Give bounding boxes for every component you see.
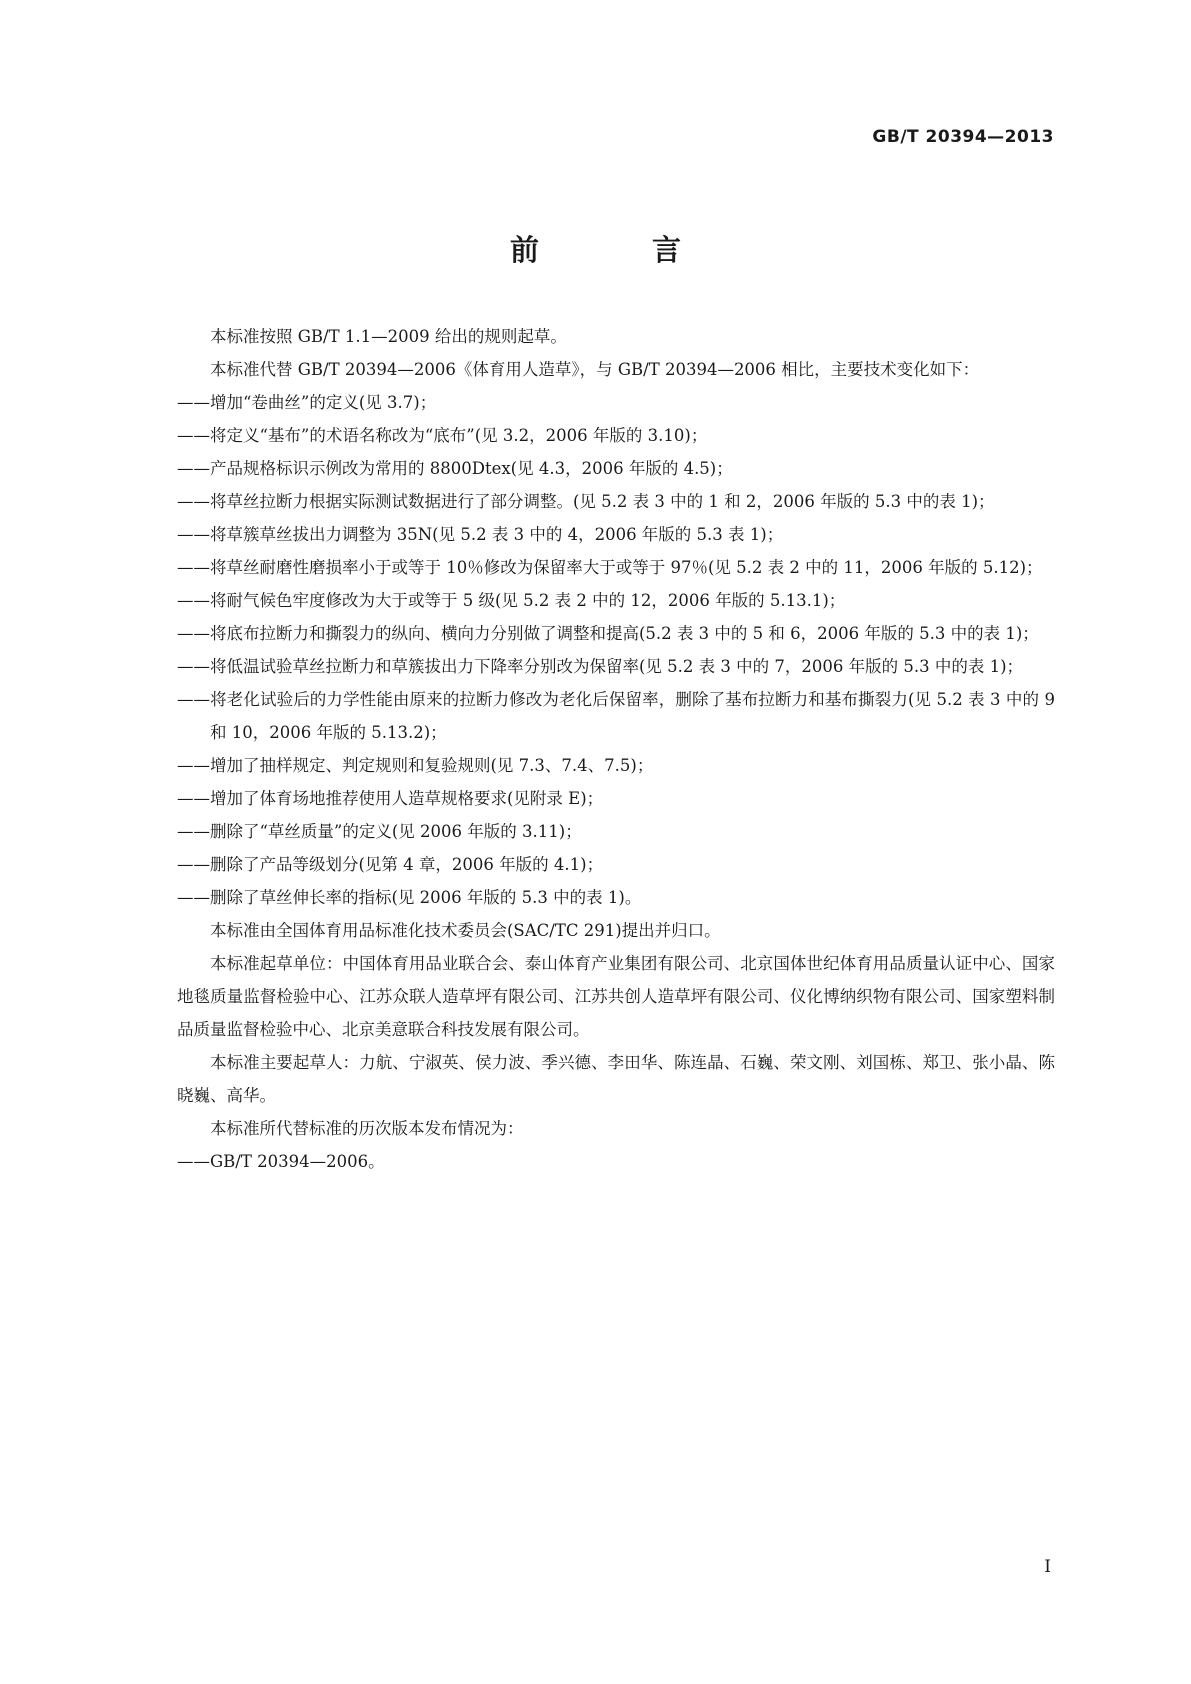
change-item: ——将底布拉断力和撕裂力的纵向、横向力分别做了调整和提高(5.2 表 3 中的 5 和 6，2006 年版的 5.3 中的表 1)； xyxy=(177,624,1039,643)
change-item: ——增加“卷曲丝”的定义(见 3.7)； xyxy=(177,393,437,412)
standard-number: GB/T 20394—2013 xyxy=(872,127,1054,147)
drafting-units-paragraph: 本标准起草单位：中国体育用品业联合会、泰山体育产业集团有限公司、北京国体世纪体育用品质量认证中心、国家地毯质量监督检验中心、江苏众联人造草坪有限公司、江苏共创人造草坪有限公司、仪化博纳织物有限公司、国家塑料制品质量监督检验中心、北京美意联合科技发展有限公司。 xyxy=(177,954,1055,1039)
page-number: I xyxy=(1044,1557,1051,1577)
change-item: ——将草簇草丝拔出力调整为 35N(见 5.2 表 3 中的 4，2006 年版的 5.3 表 1)； xyxy=(177,525,784,544)
proposer-paragraph: 本标准由全国体育用品标准化技术委员会(SAC/TC 291)提出并归口。 xyxy=(210,921,721,940)
change-item: ——将低温试验草丝拉断力和草簇拔出力下降率分别改为保留率(见 5.2 表 3 中的 7，2006 年版的 5.3 中的表 1)； xyxy=(177,657,1024,676)
change-item: ——增加了体育场地推荐使用人造草规格要求(见附录 E)； xyxy=(177,789,604,808)
drafting-rule-paragraph: 本标准按照 GB/T 1.1—2009 给出的规则起草。 xyxy=(210,327,567,346)
change-item: ——删除了草丝伸长率的指标(见 2006 年版的 5.3 中的表 1)。 xyxy=(177,888,642,907)
technical-changes-list xyxy=(177,386,1055,914)
change-item: ——将草丝拉断力根据实际测试数据进行了部分调整。(见 5.2 表 3 中的 1 和 2，2006 年版的 5.3 中的表 1)； xyxy=(177,492,995,511)
history-intro-paragraph: 本标准所代替标准的历次版本发布情况为： xyxy=(210,1119,524,1138)
replaces-paragraph: 本标准代替 GB/T 20394—2006《体育用人造草》，与 GB/T 20394—2006 相比，主要技术变化如下： xyxy=(210,360,980,379)
change-item: ——将定义“基布”的术语名称改为“底布”(见 3.2，2006 年版的 3.10)； xyxy=(177,426,708,445)
change-item: ——删除了“草丝质量”的定义(见 2006 年版的 3.11)； xyxy=(177,822,582,841)
page-title: 前 言 xyxy=(509,233,723,267)
change-item: ——删除了产品等级划分(见第 4 章，2006 年版的 4.1)； xyxy=(177,855,604,874)
change-item: ——将耐气候色牢度修改为大于或等于 5 级(见 5.2 表 2 中的 12，2006 年版的 5.13.1)； xyxy=(177,591,846,610)
history-item: ——GB/T 20394—2006。 xyxy=(177,1152,385,1171)
foreword-body xyxy=(177,320,1055,1178)
change-item: ——增加了抽样规定、判定规则和复验规则(见 7.3、7.4、7.5)； xyxy=(177,756,654,775)
drafters-paragraph: 本标准主要起草人：力航、宁淑英、侯力波、季兴德、李田华、陈连晶、石巍、荣文刚、刘国栋、郑卫、张小晶、陈晓巍、高华。 xyxy=(177,1053,1055,1105)
change-item: ——将老化试验后的力学性能由原来的拉断力修改为老化后保留率，删除了基布拉断力和基布撕裂力(见 5.2 表 3 中的 9 和 10，2006 年版的 5.13.2)； xyxy=(177,690,1055,742)
change-item: ——产品规格标识示例改为常用的 8800Dtex(见 4.3，2006 年版的 4.5)； xyxy=(177,459,733,478)
change-item: ——将草丝耐磨性磨损率小于或等于 10％修改为保留率大于或等于 97％(见 5.2 表 2 中的 11，2006 年版的 5.12)； xyxy=(177,558,1043,577)
